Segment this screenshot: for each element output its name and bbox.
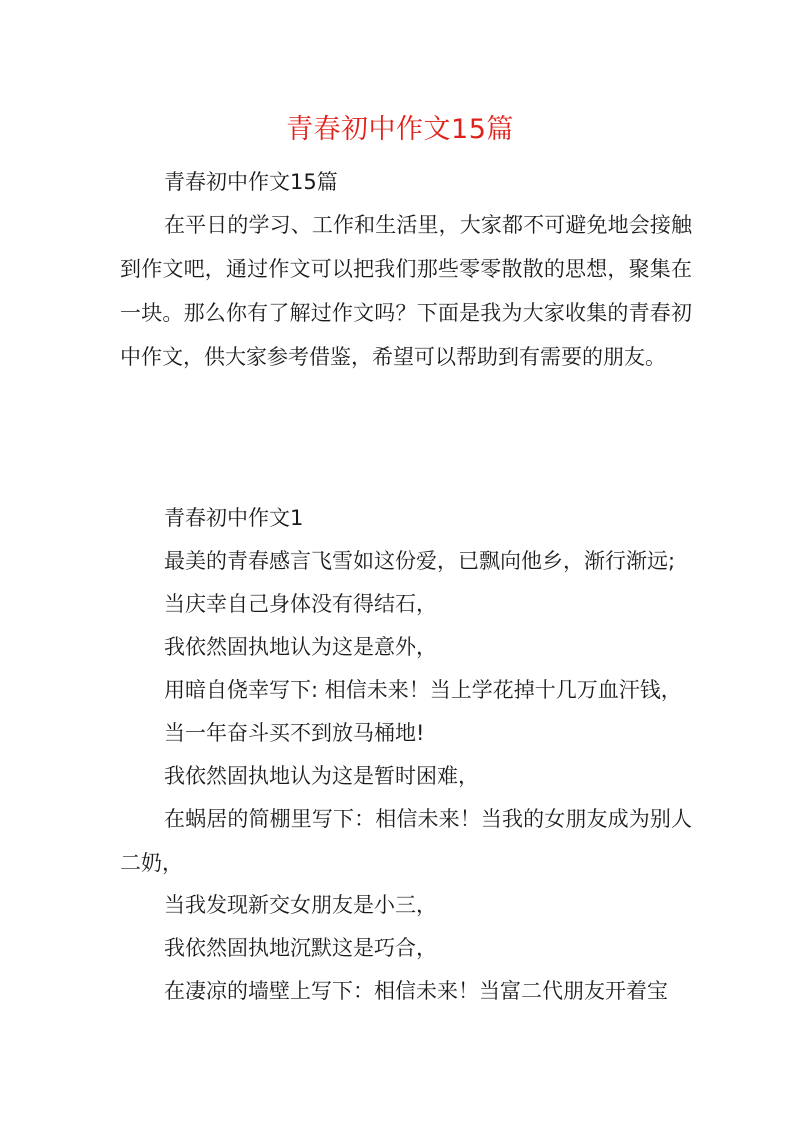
document-title: 青春初中作文15篇 [286, 114, 514, 145]
poem-line: 我依然固执地认为这是意外， [164, 635, 437, 659]
poem-line: 我依然固执地沉默这是巧合， [164, 936, 437, 960]
poem-line: 在蜗居的简棚里写下：相信未来！当我的女朋友成为别人二奶， [120, 807, 692, 875]
poem-line: 在凄凉的墙壁上写下：相信未来！当富二代朋友开着宝 [164, 979, 668, 1003]
poem-line: 我依然固执地认为这是暂时困难， [164, 764, 479, 788]
document-subtitle: 青春初中作文15篇 [164, 170, 338, 194]
intro-paragraph: 在平日的学习、工作和生活里，大家都不可避免地会接触到作文吧，通过作文可以把我们那些零零散散的思想，聚集在一块。那么你有了解过作文吗？下面是我为大家收集的青春初中作文，供大家参考借鉴，希望可以帮助到有需要的朋友。 [120, 213, 692, 369]
poem-line: 当一年奋斗买不到放马桶地! [164, 721, 425, 745]
poem-line: 当庆幸自己身体没有得结石， [164, 592, 437, 616]
poem-line: 用暗自侥幸写下: 相信未来！当上学花掉十几万血汗钱， [164, 678, 682, 702]
poem-line: 最美的青春感言飞雪如这份爱，已飘向他乡，渐行渐远; [164, 549, 676, 573]
section-heading: 青春初中作文1 [164, 506, 304, 530]
poem-line: 当我发现新交女朋友是小三， [164, 893, 437, 917]
